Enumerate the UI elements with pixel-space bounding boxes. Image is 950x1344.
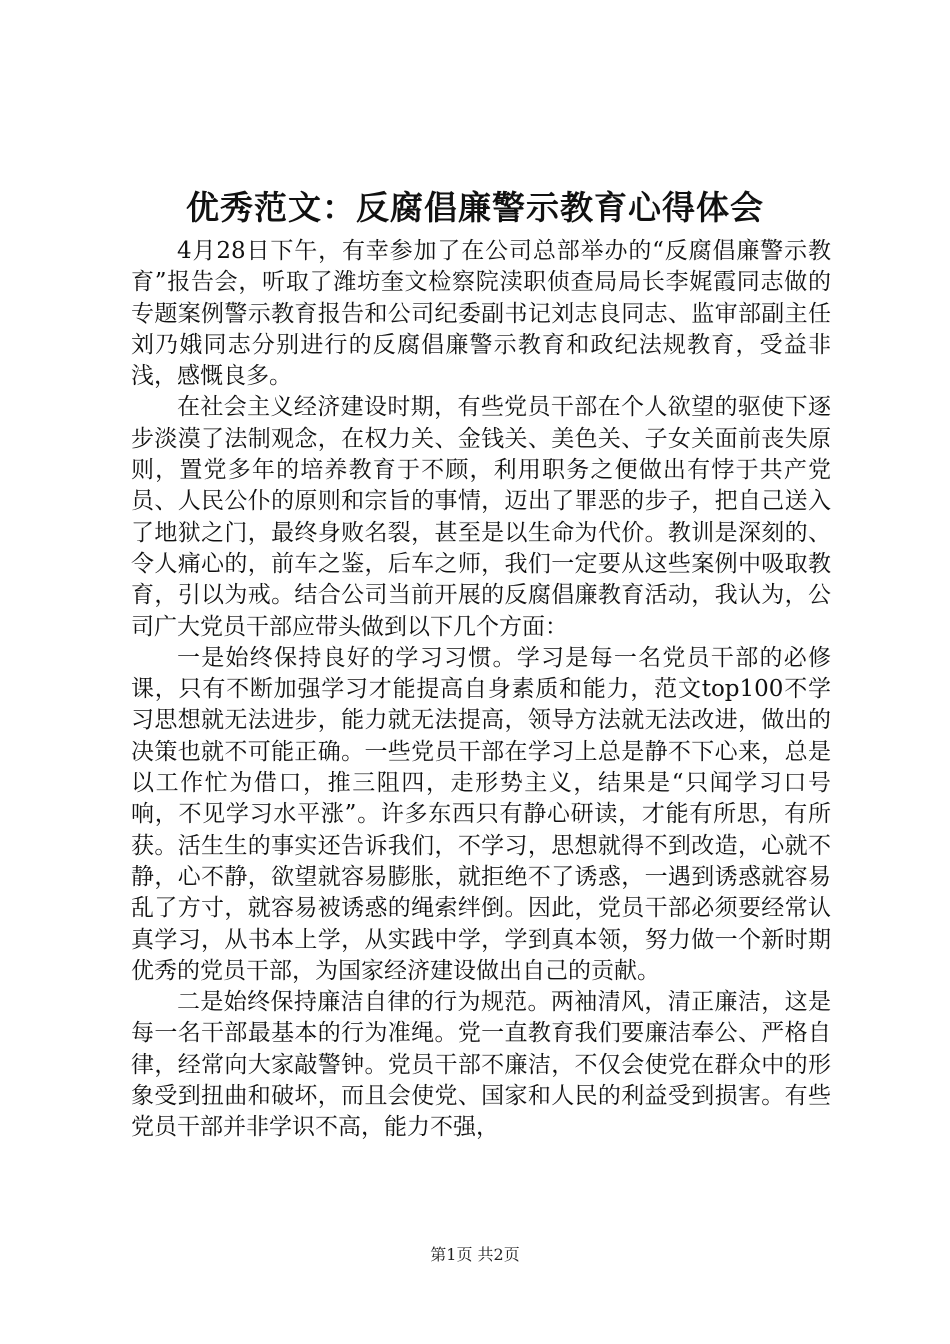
page-footer: 第1页 共2页: [430, 1245, 520, 1264]
paragraph-4: 二是始终保持廉洁自律的行为规范。两袖清风，清正廉洁，这是每一名干部最基本的行为准绳。党一直教育我们要廉洁奉公、严格自律，经常向大家敲警钟。党员干部不廉洁，不仅会使党在群众中的形象受到扭曲和破坏，而且会使党、国家和人民的利益受到损害。有些党员干部并非学识不高，能力不强，: [131, 989, 831, 1141]
paragraph-3: 一是始终保持良好的学习习惯。学习是每一名党员干部的必修课，只有不断加强学习才能提高自身素质和能力，范文top100不学习思想就无法进步，能力就无法提高，领导方法就无法改进，做出的决策也就不可能正确。一些党员干部在学习上总是静不下心来，总是以工作忙为借口，推三阻四，走形势主义，结果是“只闻学习口号响，不见学习水平涨”。许多东西只有静心研读，才能有所思，有所获。活生生的事实还告诉我们，不学习，思想就得不到改造，心就不静，心不静，欲望就容易膨胀，就拒绝不了诱惑，一遇到诱惑就容易乱了方寸，就容易被诱惑的绳索绊倒。因此，党员干部必须要经常认真学习，从书本上学，从实践中学，学到真本领，努力做一个新时期优秀的党员干部，为国家经济建设做出自己的贡献。: [131, 644, 831, 984]
document-title: 优秀范文：反腐倡廉警示教育心得体会: [186, 188, 764, 227]
document-body: [131, 236, 831, 1144]
paragraph-2: 在社会主义经济建设时期，有些党员干部在个人欲望的驱使下逐步淡漠了法制观念，在权力关、金钱关、美色关、子女关面前丧失原则，置党多年的培养教育于不顾，利用职务之便做出有悖于共产党员、人民公仆的原则和宗旨的事情，迈出了罪恶的步子，把自己送入了地狱之门，最终身败名裂，甚至是以生命为代价。教训是深刻的、令人痛心的，前车之鉴，后车之师，我们一定要从这些案例中吸取教育，引以为戒。结合公司当前开展的反腐倡廉教育活动，我认为，公司广大党员干部应带头做到以下几个方面：: [131, 394, 831, 640]
paragraph-1: 4月28日下午，有幸参加了在公司总部举办的“反腐倡廉警示教育”报告会，听取了潍坊奎文检察院渎职侦查局局长李娓霞同志做的专题案例警示教育报告和公司纪委副书记刘志良同志、监审部副主任刘乃娥同志分别进行的反腐倡廉警示教育和政纪法规教育，受益非浅，感慨良多。: [131, 238, 831, 390]
